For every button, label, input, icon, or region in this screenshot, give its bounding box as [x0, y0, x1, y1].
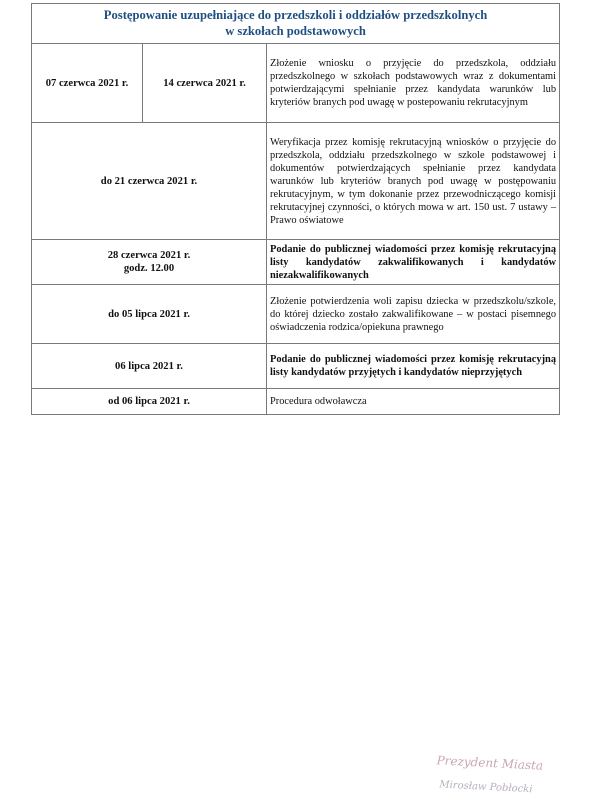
signature-stamp	[435, 753, 543, 796]
date-cell: do 21 czerwca 2021 r.	[32, 123, 267, 240]
date-cell: 06 lipca 2021 r.	[32, 344, 267, 389]
table-header-row	[32, 4, 560, 44]
table-row	[32, 44, 560, 123]
signature-title: Prezydent Miasta	[436, 753, 544, 773]
recruitment-schedule-table	[31, 3, 560, 415]
table-row	[32, 123, 560, 240]
description-cell: Złożenie wniosku o przyjęcie do przedszkola, oddziału przedszkolnego w szkołach podstawowych wraz z dokumentami potwierdzającymi spełnianie przez kandydata warunków lub kryteriów branych pod uwagę w postepowaniu rekrutacyjnym	[267, 44, 560, 123]
signature-name: Mirosław Pobłocki	[439, 779, 533, 796]
date-line-1: 28 czerwca 2021 r.	[107, 250, 191, 261]
date-cell: do 05 lipca 2021 r.	[32, 285, 267, 344]
date-cell	[32, 240, 267, 285]
description-cell: Podanie do publicznej wiadomości przez komisję rekrutacyjną listy kandydatów przyjętych i kandydatów nieprzyjętych	[267, 344, 560, 389]
date-start-cell: 07 czerwca 2021 r.	[32, 44, 143, 123]
table-row	[32, 285, 560, 344]
date-end-cell: 14 czerwca 2021 r.	[143, 44, 267, 123]
date-cell: od 06 lipca 2021 r.	[32, 389, 267, 415]
heading-line-2: w szkołach podstawowych	[225, 24, 366, 38]
date-line-2: godz. 12.00	[123, 263, 175, 274]
table-row	[32, 344, 560, 389]
description-cell: Podanie do publicznej wiadomości przez komisję rekrutacyjną listy kandydatów zakwalifikowanych i kandydatów niezakwalifikowanych	[267, 240, 560, 285]
table-heading	[32, 4, 560, 44]
description-cell: Weryfikacja przez komisję rekrutacyjną wniosków o przyjęcie do przedszkola, oddziału przedszkolnego w szkole podstawowej i dokumentów potwierdzających spełnianie przez kandydata warunków lub kryteriów branych pod uwagę w postępowaniu rekrutacyjnym, w tym dokonanie przez przewodniczącego komisji rekrutacyjnej czynności, o których mowa w art. 150 ust. 7 ustawy – Prawo oświatowe	[267, 123, 560, 240]
table-row	[32, 389, 560, 415]
description-cell: Procedura odwoławcza	[267, 389, 560, 415]
heading-line-1: Postępowanie uzupełniające do przedszkoli i oddziałów przedszkolnych	[103, 8, 488, 22]
description-cell: Złożenie potwierdzenia woli zapisu dziecka w przedszkolu/szkole, do której dziecko zostało zakwalifikowane – w postaci pisemnego oświadczenia rodzica/opiekuna prawnego	[267, 285, 560, 344]
table-row	[32, 240, 560, 285]
